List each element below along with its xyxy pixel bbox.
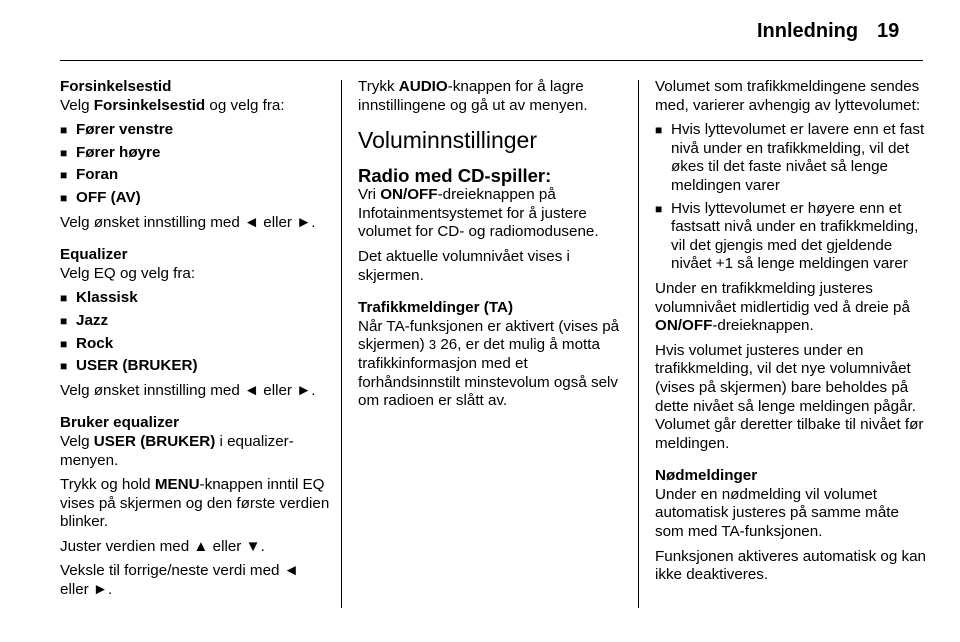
paragraph (60, 476, 330, 532)
paragraph (358, 78, 626, 115)
text: Trykk og hold (60, 476, 155, 494)
bold-text: AUDIO (398, 78, 448, 95)
bullet-icon: ■ (60, 123, 68, 138)
text: Trykk (358, 78, 399, 95)
bullet-icon: ■ (60, 145, 68, 160)
section-equalizer (60, 246, 330, 400)
item-label: USER (BRUKER) (76, 357, 198, 375)
option-list (60, 289, 330, 375)
section-bruker-equalizer (60, 414, 330, 599)
paragraph: Juster verdien med ▲ eller ▼. (60, 537, 265, 555)
bold-text: USER (BRUKER) (93, 432, 216, 450)
option-list (60, 121, 330, 207)
chapter-title: Innledning (757, 20, 859, 42)
bold-text: Forsinkelsestid (93, 96, 206, 114)
list-item (60, 357, 330, 376)
text: i equalizer-menyen. (60, 432, 294, 469)
section-heading: Trafikkmeldinger (TA) (358, 299, 513, 317)
list-item (60, 144, 330, 163)
bullet-icon: ■ (60, 168, 68, 183)
paragraph: Volumet som trafikkmeldingene sendes med, varierer avhengig av lyttevolumet: (655, 78, 921, 114)
text: Velg (60, 96, 94, 114)
text: -dreieknappen på Infotainmentsystemet for å justere volumet for CD- og radiomodusene. (358, 186, 599, 241)
paragraph: Under en nødmelding vil volumet automatisk justeres på samme måte som med TA-funksjonen. (655, 485, 899, 541)
item-label: Foran (76, 166, 119, 184)
paragraph (60, 433, 330, 470)
text: -dreieknappen. (712, 317, 814, 335)
bold-text: MENU (154, 476, 200, 494)
bold-text: ON/OFF (655, 317, 713, 335)
paragraph: Veksle til forrige/neste verdi med ◄ eller ►. (60, 562, 299, 599)
bullet-icon: ■ (655, 123, 663, 138)
section-heading: Nødmeldinger (655, 467, 758, 485)
text: Velg (60, 432, 94, 450)
header-rule (60, 60, 923, 61)
paragraph (655, 280, 927, 336)
section-title: Voluminnstillinger (358, 127, 537, 154)
list-item (60, 289, 330, 308)
item-text: Hvis lyttevolumet er lavere enn et fast nivå under en trafikkmelding, vil det økes til det faste nivået så lenge meldingen varer (671, 121, 925, 194)
item-label: Klassisk (76, 289, 138, 307)
condition-list (655, 121, 927, 274)
section-forsinkelsestid (60, 78, 330, 232)
page-reference-icon[interactable]: 3 (428, 337, 437, 353)
item-label: Jazz (76, 311, 109, 329)
page-number: 19 (877, 20, 900, 42)
bullet-icon: ■ (655, 201, 663, 216)
column-divider-1 (341, 80, 342, 608)
item-label: OFF (AV) (76, 188, 141, 206)
column-2 (358, 78, 626, 417)
bullet-icon: ■ (60, 313, 68, 328)
text: Når TA-funksjonen er aktivert (vises på skjermen) (358, 317, 620, 354)
item-label: Rock (76, 334, 114, 352)
text: og velg fra: (205, 96, 285, 114)
paragraph (358, 318, 626, 411)
list-item (60, 312, 330, 331)
item-label: Fører høyre (76, 143, 161, 161)
text: -knappen for å lagre innstillingene og gå ut av menyen. (358, 78, 588, 114)
paragraph (358, 186, 626, 242)
text: 26, er det mulig å motta trafikkinformasjon med et forhåndsinnstilt minstevolum også selv om radioen er slått av. (358, 336, 618, 410)
paragraph: Hvis volumet justeres under en trafikkmelding, vil det nye volumnivået (vises på skjermen) bare beholdes på dette nivået så lenge meldingen pågår. Volumet går deretter tilbake til nivået før meldingen. (655, 341, 924, 452)
paragraph: Velg ønsket innstilling med ◄ eller ►. (60, 381, 316, 399)
list-item (655, 121, 927, 195)
paragraph: Det aktuelle volumnivået vises i skjermen. (358, 247, 570, 284)
text: -knappen inntil EQ vises på skjermen og den første verdien blinker. (60, 476, 330, 531)
bullet-icon: ■ (60, 359, 68, 374)
column-1 (60, 78, 330, 606)
text: Vri (358, 186, 381, 204)
section-heading: Equalizer (60, 246, 128, 264)
list-item (655, 200, 927, 274)
paragraph: Velg EQ og velg fra: (60, 264, 196, 282)
paragraph: Funksjonen aktiveres automatisk og kan ikke deaktiveres. (655, 547, 926, 584)
list-item (60, 166, 330, 185)
text: Under en trafikkmelding justeres volumnivået midlertidig ved å dreie på (655, 279, 910, 316)
section-heading: Forsinkelsestid (60, 78, 172, 95)
column-divider-2 (638, 80, 639, 608)
bold-text: ON/OFF (380, 186, 438, 204)
item-text: Hvis lyttevolumet er høyere enn et fastsatt nivå under en trafikkmelding, vil det gjengis med det gjeldende nivået +1 så lenge meldingen varer (671, 199, 919, 273)
paragraph: Velg ønsket innstilling med ◄ eller ►. (60, 213, 316, 231)
column-3 (655, 78, 927, 591)
list-item (60, 335, 330, 354)
section-heading: Bruker equalizer (60, 414, 180, 432)
list-item (60, 189, 330, 208)
bullet-icon: ■ (60, 291, 68, 306)
subsection-title: Radio med CD-spiller: (358, 165, 552, 187)
list-item (60, 121, 330, 140)
bullet-icon: ■ (60, 190, 68, 205)
bullet-icon: ■ (60, 336, 68, 351)
item-label: Fører venstre (76, 121, 174, 139)
paragraph (60, 97, 330, 116)
